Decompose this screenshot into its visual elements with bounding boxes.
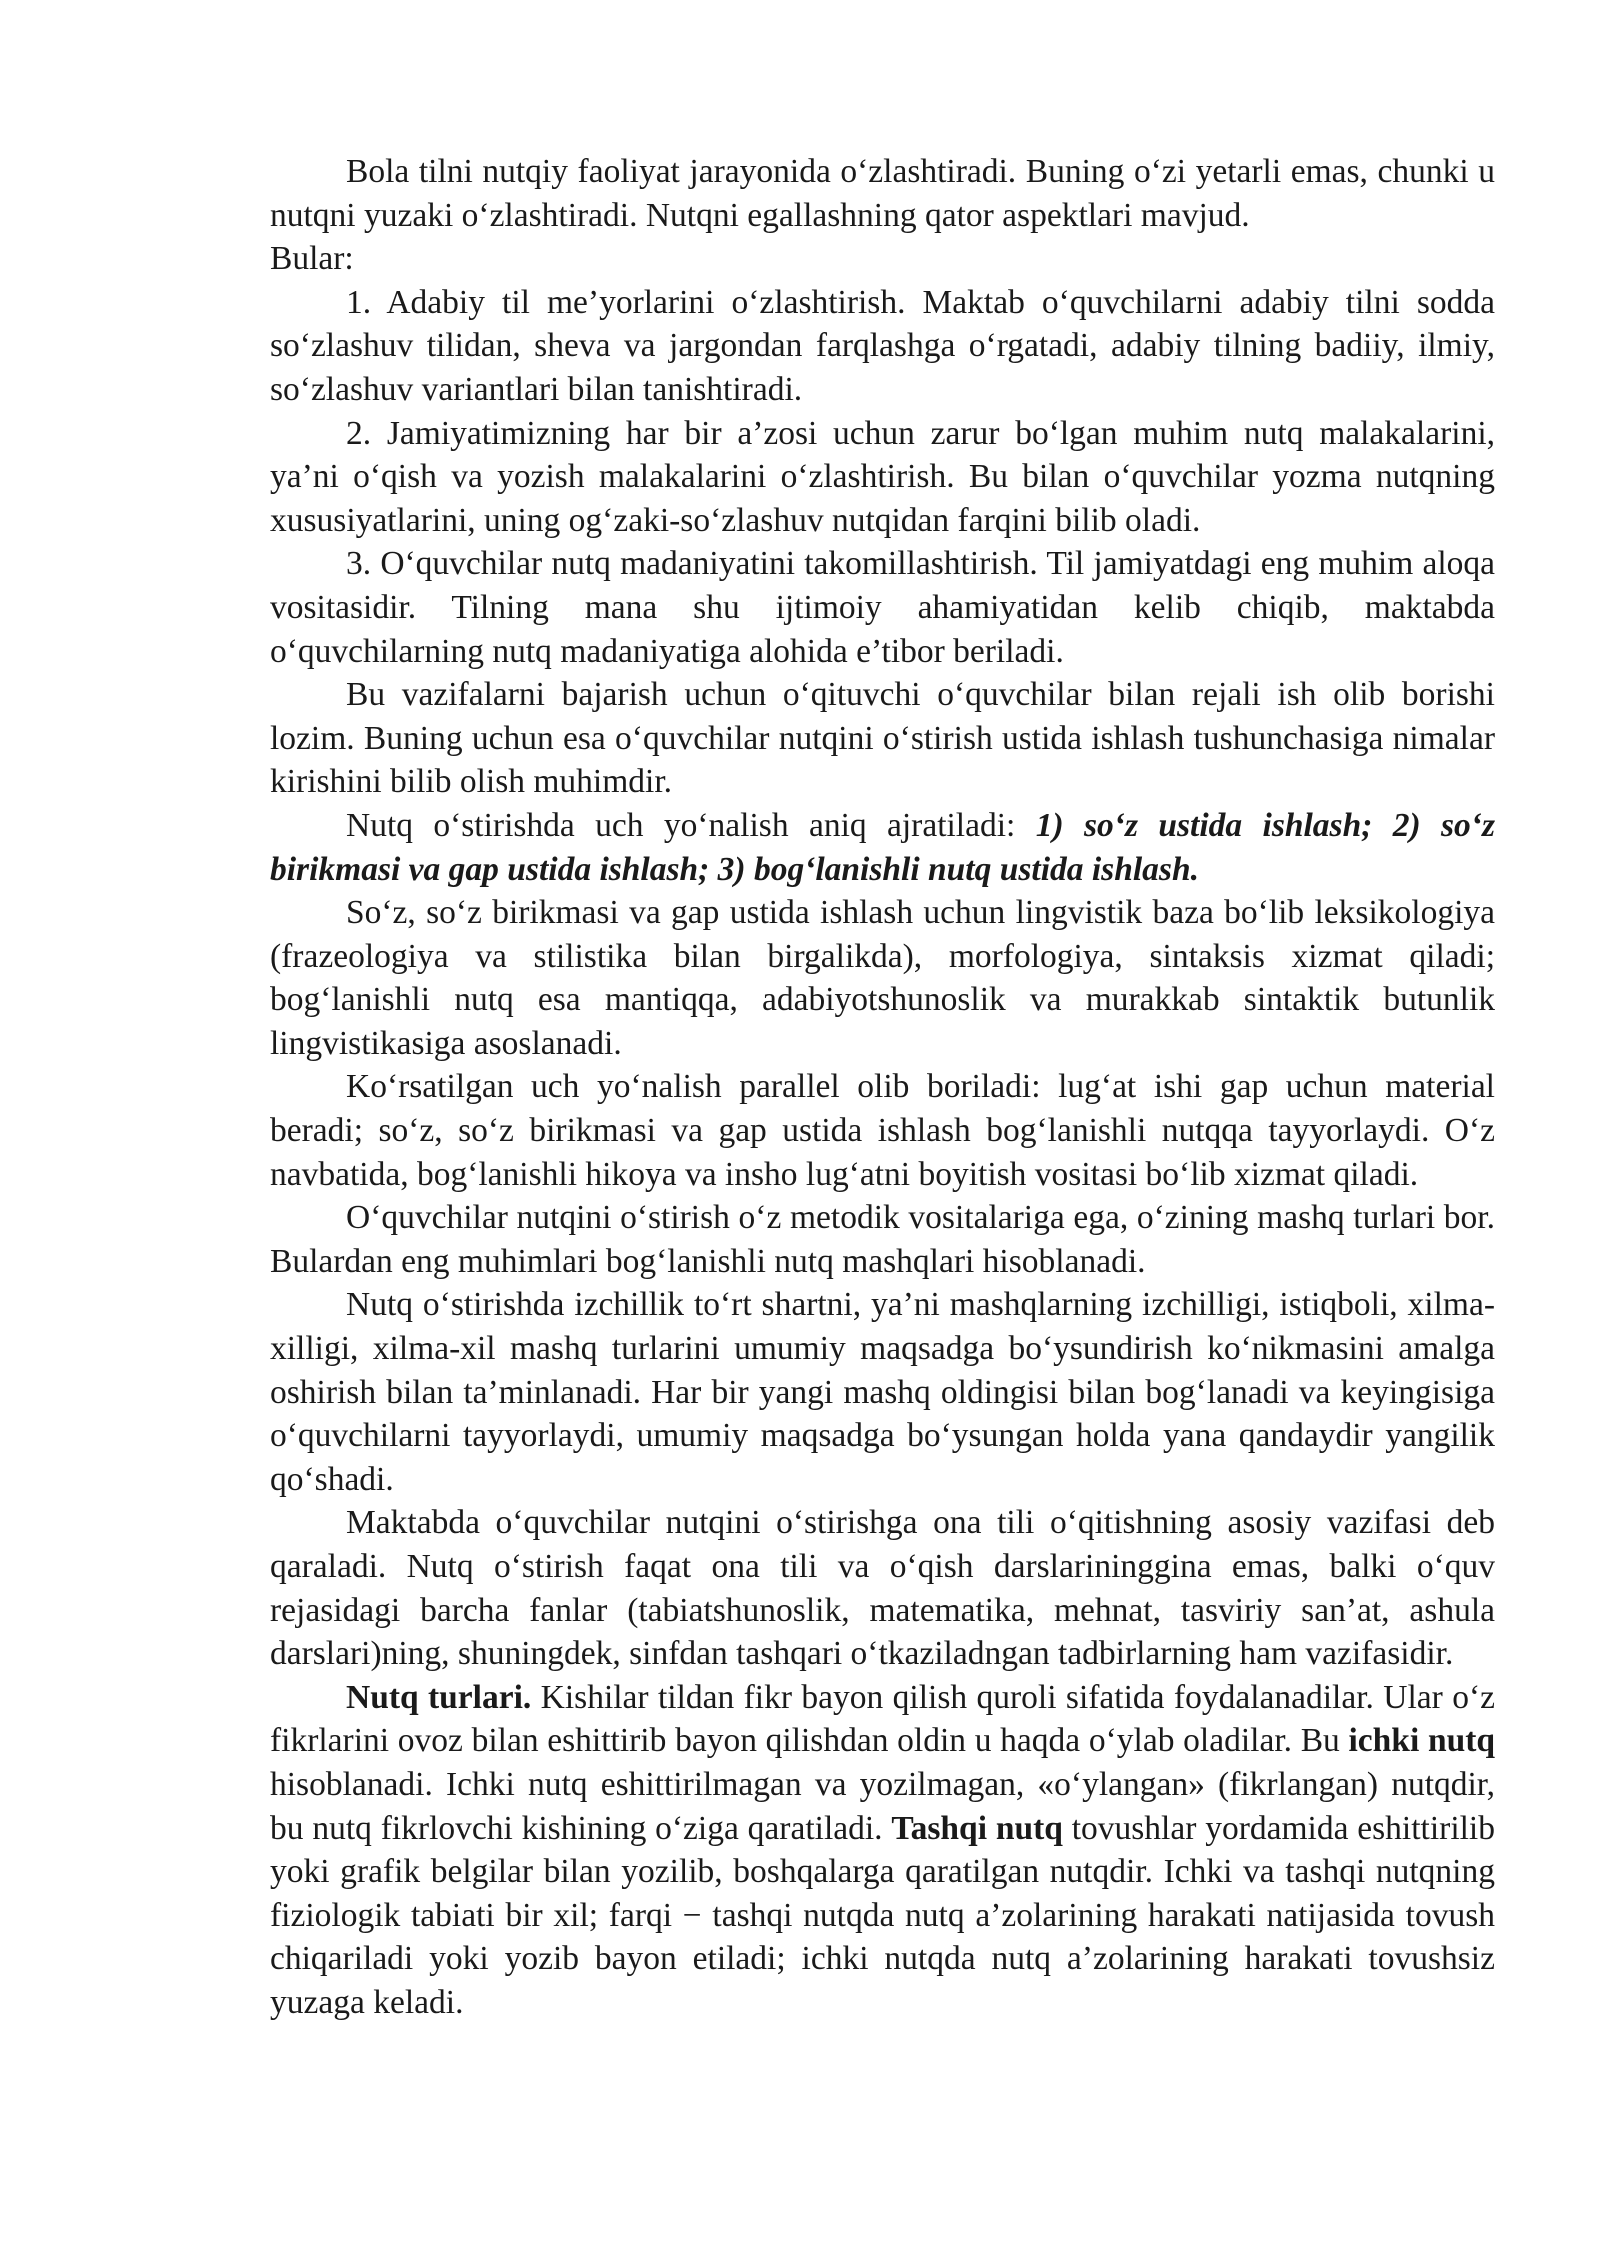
paragraph: Ko‘rsatilgan uch yo‘nalish parallel olib boriladi: lug‘at ishi gap uchun material beradi; so‘z, so‘z birikmasi va gap ustida ishlash bog‘lanishli nutqqa tayyorlaydi. O‘z navbatida, bog‘lanishli hikoya va insho lug‘atni boyitish vositasi bo‘lib xizmat qiladi. bbox=[270, 1068, 1495, 1193]
paragraph-text: Kishilar tildan fikr bayon qilish quroli sifatida foydalanadilar. Ular o‘z fikrlarini ovoz bilan eshittirib bayon qilishdan oldin u haqda o‘ylab oladilar. Bu bbox=[270, 1678, 1495, 1760]
paragraph-text: Nutq o‘stirishda uch yo‘nalish aniq ajratiladi: bbox=[346, 806, 1036, 844]
paragraph-text: hisoblanadi. Ichki nutq eshittirilmagan va yozilmagan, «o‘ylangan» (fikrlangan) nutqdir, bu nutq fikrlovchi kishining o‘ziga qaratiladi. bbox=[270, 1765, 1495, 1847]
list-item: 3. O‘quvchilar nutq madaniyatini takomillashtirish. Til jamiyatdagi eng muhim aloqa vositasidir. Tilning mana shu ijtimoiy ahamiyatidan kelib chiqib, maktabda o‘quvchilarning nutq madaniyatiga alohida e’tibor beriladi. bbox=[270, 545, 1495, 670]
paragraph: Maktabda o‘quvchilar nutqini o‘stirishga ona tili o‘qitishning asosiy vazifasi deb qaraladi. Nutq o‘stirish faqat ona tili va o‘qish darslarininggina emas, balki o‘quv rejasidagi barcha fanlar (tabiatshunoslik, matematika, mehnat, tasviriy san’at, ashula darslari)ning, shuningdek, sinfdan tashqari o‘tkaziladngan tadbirlarning ham vazifasidir. bbox=[270, 1504, 1495, 1673]
paragraph: Nutq o‘stirishda izchillik to‘rt shartni, ya’ni mashqlarning izchilligi, istiqboli, xilma-xilligi, xilma-xil mashq turlarini umumiy maqsadga bo‘ysundirish ko‘nikmasini amalga oshirish bilan ta’minlanadi. Har bir yangi mashq oldingisi bilan bog‘lanadi va keyingisiga o‘quvchilarni tayyorlaydi, umumiy maqsadga bo‘ysungan holda yana qandaydir yangilik qo‘shadi. bbox=[270, 1286, 1495, 1498]
term: Tashqi nutq bbox=[891, 1809, 1063, 1847]
list-item: 1. Adabiy til me’yorlarini o‘zlashtirish. Maktab o‘quvchilarni adabiy tilni sodda so‘zlashuv tilidan, sheva va jargondan farqlashga o‘rgatadi, adabiy tilning badiiy, ilmiy, so‘zlashuv variantlari bilan tanishtiradi. bbox=[270, 283, 1495, 408]
paragraph: O‘quvchilar nutqini o‘stirish o‘z metodik vositalariga ega, o‘zining mashq turlari bor. Bulardan eng muhimlari bog‘lanishli nutq mashqlari hisoblanadi. bbox=[270, 1199, 1495, 1280]
paragraph-continuation: Bular: bbox=[270, 240, 354, 278]
paragraph: Bola tilni nutqiy faoliyat jarayonida o‘zlashtiradi. Buning o‘zi yetarli emas, chunki u nutqni yuzaki o‘zlashtiradi. Nutqni egallashning qator aspektlari mavjud. bbox=[270, 153, 1495, 234]
paragraph-text: tovushlar yordamida eshittirilib yoki grafik belgilar bilan yozilib, boshqalarga qaratilgan nutqdir. Ichki va tashqi nutqning fiziologik tabiati bir xil; farqi − tashqi nutqda nutq a’zolarining harakati natijasida tovush chiqariladi yoki yozib bayon etiladi; ichki nutqda nutq a’zolarining harakati tovushsiz yuzaga keladi. bbox=[270, 1809, 1495, 2021]
document-page bbox=[270, 150, 1495, 2025]
paragraph bbox=[270, 1676, 1495, 2025]
section-heading: Nutq turlari. bbox=[346, 1678, 532, 1716]
term: ichki nutq bbox=[1348, 1722, 1495, 1760]
list-item: 2. Jamiyatimizning har bir a’zosi uchun zarur bo‘lgan muhim nutq malakalarini, ya’ni o‘qish va yozish malakalarini o‘zlashtirish. Bu bilan o‘quvchilar yozma nutqning xususiyatlarini, uning og‘zaki-so‘zlashuv nutqidan farqini bilib oladi. bbox=[270, 414, 1495, 539]
paragraph bbox=[270, 804, 1495, 891]
emphasized-list: 1) so‘z ustida ishlash; 2) so‘z birikmasi va gap ustida ishlash; 3) bog‘lanishli nutq ustida ishlash. bbox=[270, 806, 1495, 888]
paragraph: So‘z, so‘z birikmasi va gap ustida ishlash uchun lingvistik baza bo‘lib leksikologiya (frazeologiya va stilistika bilan birgalikda), morfologiya, sintaksis xizmat qiladi; bog‘lanishli nutq esa mantiqqa, adabiyotshunoslik va murakkab sintaktik butunlik lingvistikasiga asoslanadi. bbox=[270, 894, 1495, 1062]
paragraph: Bu vazifalarni bajarish uchun o‘qituvchi o‘quvchilar bilan rejali ish olib borishi lozim. Buning uchun esa o‘quvchilar nutqini o‘stirish ustida ishlash tushunchasiga nimalar kirishini bilib olish muhimdir. bbox=[270, 676, 1495, 801]
